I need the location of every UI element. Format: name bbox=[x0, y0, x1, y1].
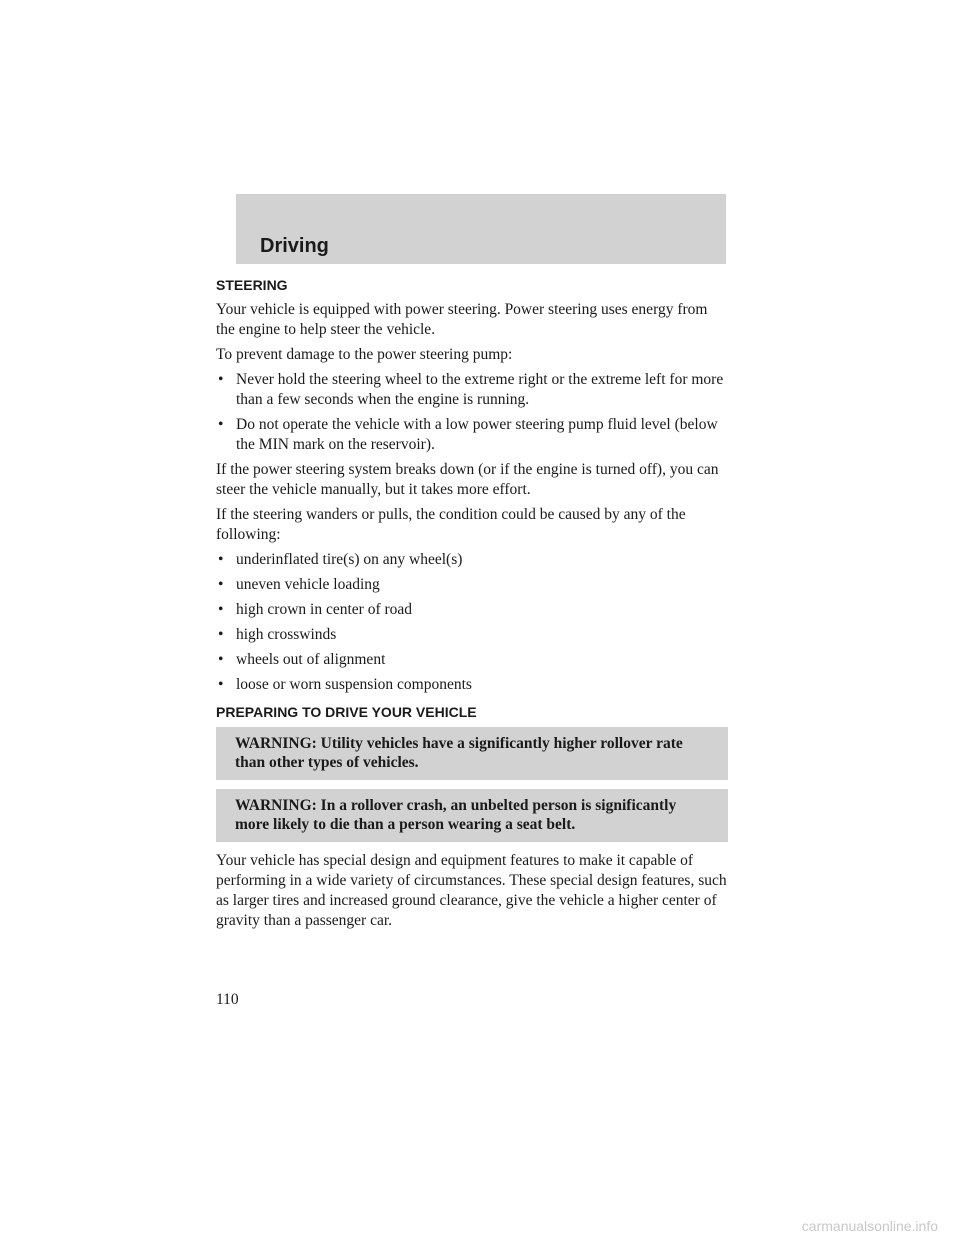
bullet-icon: • bbox=[218, 576, 224, 593]
list-item bbox=[216, 650, 728, 670]
list-item-text: wheels out of alignment bbox=[236, 651, 386, 668]
list-item bbox=[216, 625, 728, 645]
bullet-icon: • bbox=[218, 551, 224, 568]
preparing-heading: PREPARING TO DRIVE YOUR VEHICLE bbox=[216, 704, 477, 720]
list-item-text: high crosswinds bbox=[236, 626, 337, 643]
design-features-paragraph: Your vehicle has special design and equipment features to make it capable of performing in a wide variety of circumstances. These special design features, such as larger tires and increased ground clearance, give the vehicle a higher center of gravity than a passenger car. bbox=[216, 852, 727, 929]
list-item bbox=[216, 415, 728, 455]
steering-breakdown-paragraph: If the power steering system breaks down (or if the engine is turned off), you can steer the vehicle manually, but it takes more effort. bbox=[216, 461, 719, 498]
page-number: 110 bbox=[216, 991, 239, 1008]
bullet-icon: • bbox=[218, 601, 224, 618]
warning-box-rollover-rate: WARNING: Utility vehicles have a significantly higher rollover rate than other types of vehicles. bbox=[216, 727, 728, 780]
bullet-icon: • bbox=[218, 626, 224, 643]
list-item-text: loose or worn suspension components bbox=[236, 676, 472, 693]
steering-intro-paragraph: Your vehicle is equipped with power steering. Power steering uses energy from the engine to help steer the vehicle. bbox=[216, 301, 708, 338]
list-item bbox=[216, 550, 728, 570]
section-header-band bbox=[236, 194, 726, 264]
steering-wander-paragraph: If the steering wanders or pulls, the condition could be caused by any of the following: bbox=[216, 506, 686, 543]
list-item-text: Do not operate the vehicle with a low power steering pump fluid level (below the MIN mark on the reservoir). bbox=[236, 416, 718, 453]
page-content bbox=[216, 276, 728, 936]
list-item bbox=[216, 675, 728, 695]
watermark-text: carmanualsonline.info bbox=[801, 1218, 938, 1234]
warning-box-seat-belt: WARNING: In a rollover crash, an unbelted person is significantly more likely to die than a person wearing a seat belt. bbox=[216, 789, 728, 842]
steering-heading: STEERING bbox=[216, 277, 288, 293]
bullet-icon: • bbox=[218, 416, 224, 433]
list-item bbox=[216, 575, 728, 595]
section-title-driving: Driving bbox=[260, 235, 329, 257]
pump-damage-intro: To prevent damage to the power steering pump: bbox=[216, 346, 513, 363]
bullet-icon: • bbox=[218, 676, 224, 693]
bullet-icon: • bbox=[218, 651, 224, 668]
list-item-text: uneven vehicle loading bbox=[236, 576, 380, 593]
list-item bbox=[216, 370, 728, 410]
list-item bbox=[216, 600, 728, 620]
list-item-text: underinflated tire(s) on any wheel(s) bbox=[236, 551, 463, 568]
list-item-text: Never hold the steering wheel to the extreme right or the extreme left for more than a few seconds when the engine is running. bbox=[236, 371, 724, 408]
list-item-text: high crown in center of road bbox=[236, 601, 413, 618]
bullet-icon: • bbox=[218, 371, 224, 388]
